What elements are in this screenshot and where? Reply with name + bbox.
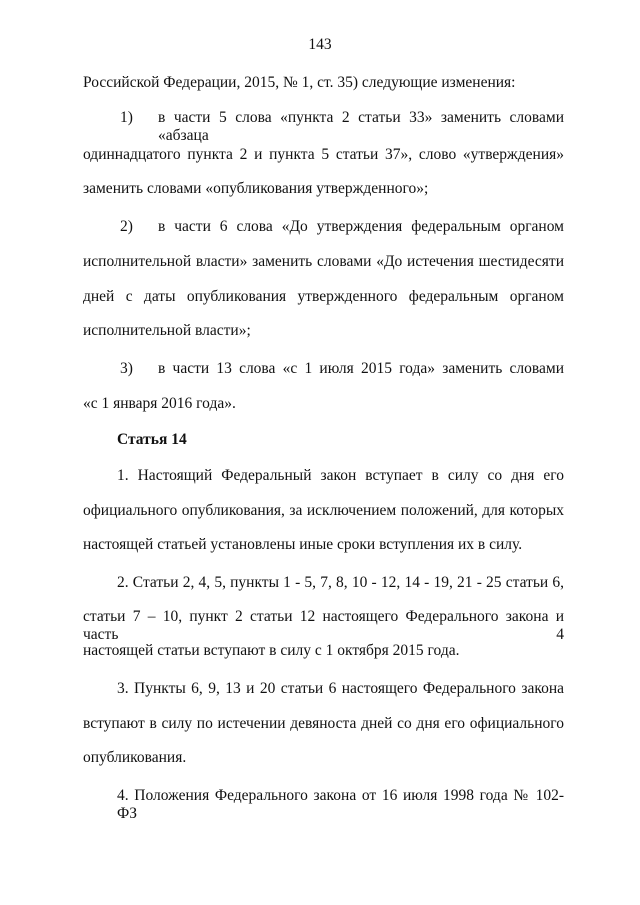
text-line: 4. Положения Федерального закона от 16 июля 1998 года № 102-ФЗ: [117, 787, 564, 822]
text-line: Российской Федерации, 2015, № 1, ст. 35) следующие изменения:: [83, 74, 516, 91]
text-line: в части 5 слова «пункта 2 статьи 33» заменить словами «абзаца: [158, 109, 564, 144]
text-line: 3. Пункты 6, 9, 13 и 20 статьи 6 настоящего Федерального закона: [117, 680, 564, 697]
text-line: настоящей статьей установлены иные сроки вступления их в силу.: [83, 536, 523, 553]
list-number: 1): [120, 109, 133, 126]
text-line: настоящей статьи вступают в силу с 1 октября 2015 года.: [83, 642, 460, 659]
text-line: одиннадцатого пункта 2 и пункта 5 статьи 37», слово «утверждения»: [83, 146, 564, 163]
text-line: вступают в силу по истечении девяноста дней со дня его официального: [83, 715, 564, 732]
list-number: 2): [120, 218, 133, 235]
article-heading: [117, 431, 564, 449]
text-line: опубликования.: [83, 749, 187, 766]
list-number: 3): [120, 360, 133, 377]
text-line: заменить словами «опубликования утвержденного»;: [83, 180, 429, 197]
text-line: 1. Настоящий Федеральный закон вступает в силу со дня его: [117, 467, 564, 484]
page-number: 143: [308, 36, 332, 53]
text-line: исполнительной власти»;: [83, 322, 251, 339]
text-line: в части 13 слова «с 1 июля 2015 года» заменить словами: [158, 360, 564, 377]
text-line: официального опубликования, за исключением положений, для которых: [83, 502, 564, 519]
text-line: дней с даты опубликования утвержденного федеральным органом: [83, 288, 564, 305]
text-line: «с 1 января 2016 года».: [83, 395, 236, 412]
text-line: статьи 7 – 10, пункт 2 статьи 12 настоящего Федерального закона и часть 4: [83, 608, 564, 643]
text-line: 2. Статьи 2, 4, 5, пункты 1 - 5, 7, 8, 10 - 12, 14 - 19, 21 - 25 статьи 6,: [117, 574, 564, 591]
article-heading-text: Статья 14: [117, 431, 187, 448]
text-line: исполнительной власти» заменить словами «До истечения шестидесяти: [83, 253, 564, 270]
text-line: в части 6 слова «До утверждения федеральным органом: [158, 218, 564, 235]
